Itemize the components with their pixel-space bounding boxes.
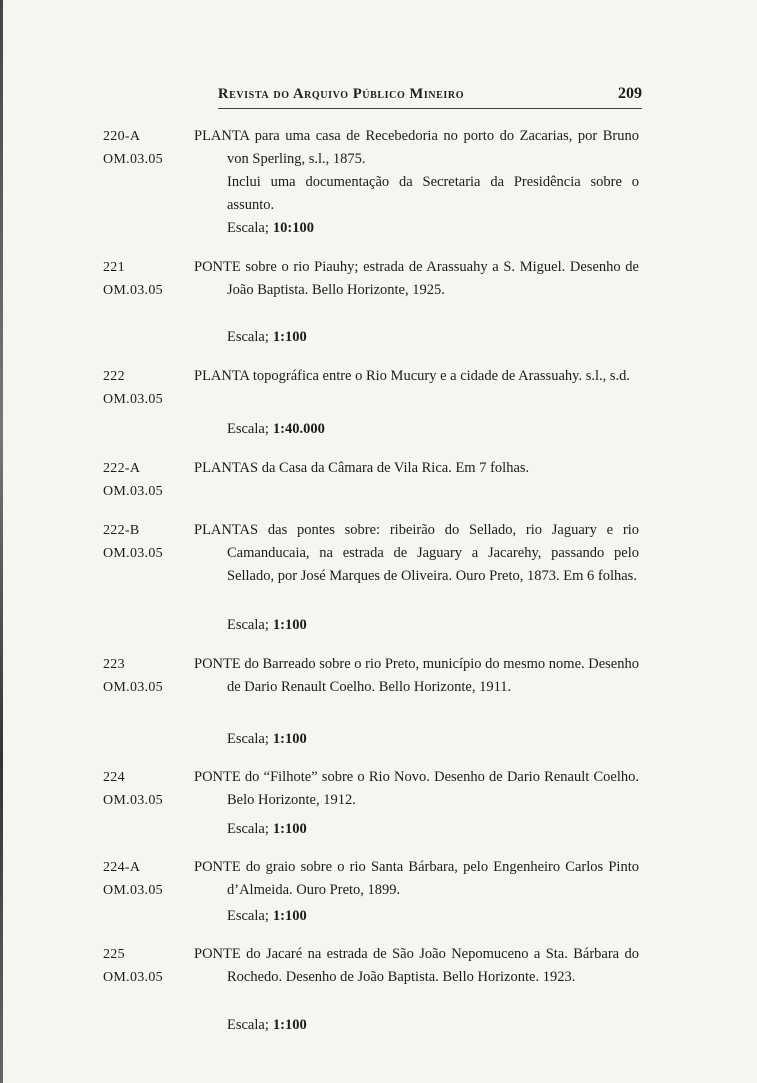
entry-code [103,653,193,699]
entry-number: 224 [103,770,125,785]
scale-value: 1:100 [272,821,307,837]
journal-title: Revista do Arquivo Público Mineiro [218,86,465,102]
entry-code [103,125,193,171]
entry-description-text: PLANTAS das pontes sobre: ribeirão do Sellado, rio Jaguary e rio Camanducaia, na estrada de Jaguary a Jacarehy, passando pelo Sellado, por José Marques de Oliveira. Ouro Preto, 1873. Em 6 folhas. [194,522,639,584]
scale-value: 1:40.000 [272,421,325,437]
entry-description-text: PONTE do Barreado sobre o rio Preto, município do mesmo nome. Desenho de Dario Renault Coelho. Bello Horizonte, 1911. [194,656,639,695]
entry-collection-code: OM.03.05 [103,283,163,298]
entry-number: 224-A [103,860,141,875]
entry-scale [227,819,307,839]
page-edge-shadow [0,0,3,1083]
header-rule [218,108,642,109]
scale-label: Escala; [227,1017,269,1033]
entry-number: 225 [103,947,125,962]
running-header [218,85,642,109]
entry-description [194,457,639,480]
entry-code [103,519,193,565]
entry-description [194,943,639,989]
entry-description [194,365,639,388]
entry-description-text: PONTE do “Filhote” sobre o Rio Novo. Desenho de Dario Renault Coelho. Belo Horizonte, 1912. [194,769,639,808]
page-number: 209 [618,85,642,102]
entry-collection-code: OM.03.05 [103,793,163,808]
entry-scale [227,906,307,926]
entry-description [194,125,639,217]
entry-description-text: PONTE do graio sobre o rio Santa Bárbara, pelo Engenheiro Carlos Pinto d’Almeida. Ouro Preto, 1899. [194,859,639,898]
entry-code [103,457,193,503]
entry-scale [227,615,307,635]
scale-value: 1:100 [272,617,307,633]
scale-value: 10:100 [272,220,314,236]
entry-collection-code: OM.03.05 [103,680,163,695]
entry-scale [227,729,307,749]
entry-note: Inclui uma documentação da Secretaria da Presidência sobre o assunto. [227,174,639,213]
scale-label: Escala; [227,821,269,837]
scale-label: Escala; [227,731,269,747]
entry-description-text: PONTE sobre o rio Piauhy; estrada de Arassuahy a S. Miguel. Desenho de João Baptista. Bello Horizonte, 1925. [194,259,639,298]
entry-description [194,653,639,699]
scale-value: 1:100 [272,329,307,345]
scale-label: Escala; [227,421,269,437]
entry-number: 222-A [103,461,141,476]
entry-code [103,766,193,812]
entry-scale [227,419,325,439]
scale-value: 1:100 [272,731,307,747]
entry-number: 221 [103,260,125,275]
entry-code [103,256,193,302]
entry-collection-code: OM.03.05 [103,484,163,499]
entry-number: 222 [103,369,125,384]
entry-description [194,519,639,588]
scale-label: Escala; [227,220,269,236]
entry-scale [227,218,314,238]
entry-collection-code: OM.03.05 [103,546,163,561]
entry-description-text: PONTE do Jacaré na estrada de São João Nepomuceno a Sta. Bárbara do Rochedo. Desenho de João Baptista. Bello Horizonte. 1923. [194,946,639,985]
scale-label: Escala; [227,329,269,345]
entry-scale [227,327,307,347]
scale-value: 1:100 [272,1017,307,1033]
entry-description [194,856,639,902]
entry-scale [227,1015,307,1035]
scale-label: Escala; [227,908,269,924]
entry-description-text: PLANTAS da Casa da Câmara de Vila Rica. Em 7 folhas. [194,460,530,476]
entry-collection-code: OM.03.05 [103,152,163,167]
entry-collection-code: OM.03.05 [103,392,163,407]
entry-number: 223 [103,657,125,672]
entry-description-text: PLANTA topográfica entre o Rio Mucury e a cidade de Arassuahy. s.l., s.d. [194,368,631,384]
entry-code [103,943,193,989]
scale-label: Escala; [227,617,269,633]
entry-number: 220-A [103,129,141,144]
scale-value: 1:100 [272,908,307,924]
entry-code [103,365,193,411]
entry-number: 222-B [103,523,140,538]
entry-description [194,256,639,302]
entry-description [194,766,639,812]
entry-code [103,856,193,902]
entry-description-text: PLANTA para uma casa de Recebedoria no porto do Zacarias, por Bruno von Sperling, s.l., 1875. [194,128,639,167]
entry-collection-code: OM.03.05 [103,883,163,898]
entry-collection-code: OM.03.05 [103,970,163,985]
